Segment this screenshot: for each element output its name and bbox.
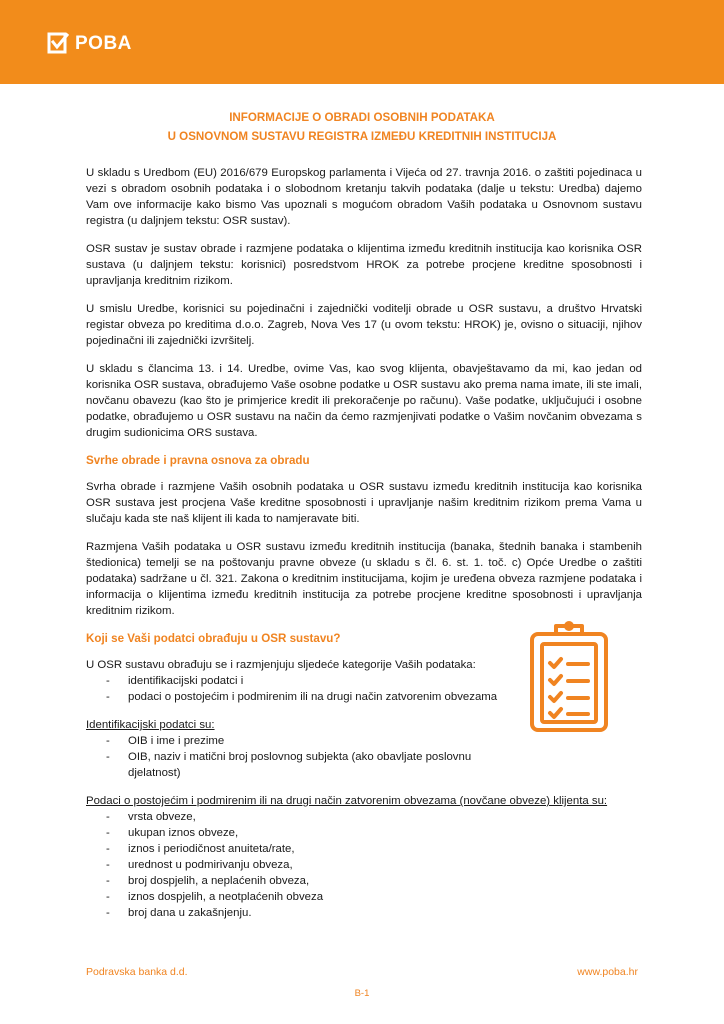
list-item: - OIB i ime i prezime bbox=[106, 733, 526, 749]
logo bbox=[47, 32, 132, 56]
list-item: - broj dospjelih, a neplaćenih obveza, bbox=[106, 873, 642, 889]
section-heading-data: Koji se Vaši podatci obrađuju u OSR sustavu? bbox=[86, 632, 341, 645]
purpose-paragraph-1: Svrha obrade i razmjene Vaših osobnih podataka u OSR sustavu između kreditnih institucija kao korisnika OSR sustava jest procjena Vaše kreditne sposobnosti i upravljanje našim kreditnim rizikom prema Vama u slučaju kada ste naš klijent ili kada to namjeravate biti. bbox=[86, 481, 642, 525]
data-intro: U OSR sustavu obrađuju se i razmjenjuju sljedeće kategorije Vaših podataka: bbox=[86, 659, 476, 671]
list-item: - podaci o postojećim i podmirenim ili na drugi način zatvorenim obvezama bbox=[106, 689, 526, 705]
list-item: - OIB, naziv i matični broj poslovnog subjekta (ako obavljate poslovnu djelatnost) bbox=[106, 749, 526, 781]
intro-paragraph-1: U skladu s Uredbom (EU) 2016/679 Europskog parlamenta i Vijeća od 27. travnja 2016. o zaštiti pojedinaca u vezi s obradom osobnih podataka i o slobodnom kretanju takvih podataka (dalje u tekstu: Uredba) dajemo Vam ove informacije kako bismo Vas upoznali s mogućom obradom Vaših podataka u Osnovnom sustavu registra (u daljnjem tekstu: OSR sustav). bbox=[86, 167, 642, 227]
document-body bbox=[86, 165, 642, 933]
footer-bank-name: Podravska banka d.d. bbox=[86, 966, 188, 978]
list-item: - urednost u podmirivanju obveza, bbox=[106, 857, 642, 873]
intro-paragraph-2: OSR sustav je sustav obrade i razmjene podataka o klijentima između kreditnih institucija kao korisnika OSR sustava (u daljnjem tekstu: korisnici) posredstvom HROK za potrebe procjene kreditne sposobnosti i upravljanja kreditnim rizikom. bbox=[86, 243, 642, 287]
category-list bbox=[86, 673, 526, 705]
header-band bbox=[0, 0, 724, 84]
list-item: - iznos i periodičnost anuiteta/rate, bbox=[106, 841, 642, 857]
poba-check-icon bbox=[47, 32, 69, 56]
list-item: - identifikacijski podatci i bbox=[106, 673, 526, 689]
purpose-paragraph-2: Razmjena Vaših podataka u OSR sustavu između kreditnih institucija (banaka, štednih banaka i stambenih štedionica) temelji se na poštovanju pravne obveze (u skladu s čl. 6. st. 1. toč. c) Opće Uredbe o zaštiti podataka) sadržane u čl. 321. Zakona o kreditnim institucijama, kojim je uređena obveza razmjene podataka i informacija o klijentima između kreditnih institucija za potrebe procjene kreditne sposobnosti i upravljanja kreditnim rizikom. bbox=[86, 541, 642, 617]
section-heading-purpose: Svrhe obrade i pravna osnova za obradu bbox=[86, 454, 310, 467]
list-item: - ukupan iznos obveze, bbox=[106, 825, 642, 841]
logo-text: POBA bbox=[75, 33, 132, 54]
document-title bbox=[0, 108, 724, 146]
list-item: - iznos dospjelih, a neotplaćenih obveza bbox=[106, 889, 642, 905]
obligation-data-heading: Podaci o postojećim i podmirenim ili na drugi način zatvorenim obvezama (novčane obveze) klijenta su: bbox=[86, 795, 608, 807]
list-item: - vrsta obveze, bbox=[106, 809, 642, 825]
id-data-list bbox=[86, 733, 526, 781]
list-item: - broj dana u zakašnjenju. bbox=[106, 905, 642, 921]
intro-paragraph-4: U skladu s člancima 13. i 14. Uredbe, ovime Vas, kao svog klijenta, obavještavamo da mi, kao jedan od korisnika OSR sustava, obrađujemo Vaše osobne podatke u OSR sustavu ako prema nama imate, ili ste imali, novčanu obavezu (kao što je primjerice kredit ili prekoračenje po računu). Vaše podatke, uključujući i osobne podatke, obrađujemo u OSR sustavu na način da ćemo razmjenjivati podatke o Vašim novčanim obvezama s drugim sudionicima ORS sustava. bbox=[86, 363, 642, 439]
obligation-data-list bbox=[86, 809, 642, 921]
clipboard-checklist-icon bbox=[528, 618, 610, 734]
title-line-2: U OSNOVNOM SUSTAVU REGISTRA IZMEĐU KREDITNIH INSTITUCIJA bbox=[167, 130, 557, 143]
id-data-heading: Identifikacijski podatci su: bbox=[86, 719, 215, 731]
footer-website-link[interactable]: www.poba.hr bbox=[577, 966, 638, 978]
intro-paragraph-3: U smislu Uredbe, korisnici su pojedinačni i zajednički voditelji obrade u OSR sustavu, a društvo Hrvatski registar obveza po kreditima d.o.o. Zagreb, Nova Ves 17 (u ovom tekstu: HROK) je, ovisno o situaciji, njihov pojedinačni ili zajednički izvršitelj. bbox=[86, 303, 642, 347]
page-number: B-1 bbox=[354, 988, 370, 999]
title-line-1: INFORMACIJE O OBRADI OSOBNIH PODATAKA bbox=[229, 111, 495, 124]
